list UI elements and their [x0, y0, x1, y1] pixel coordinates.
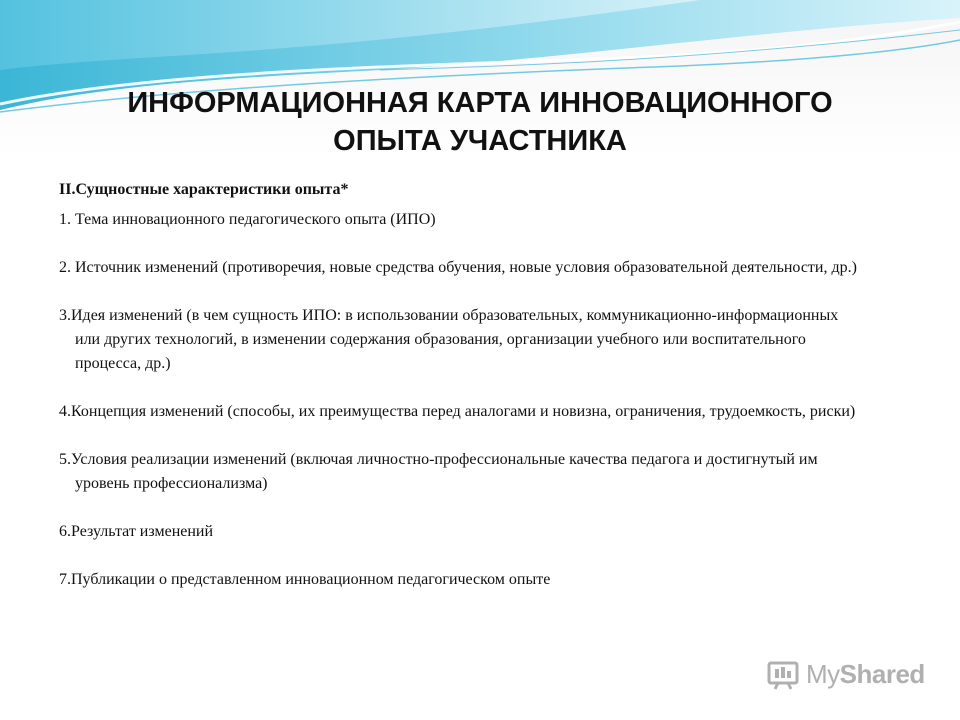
slide-content: [59, 178, 859, 592]
watermark-text: [806, 659, 925, 690]
title-line-1: ИНФОРМАЦИОННАЯ КАРТА ИННОВАЦИОННОГО: [127, 87, 833, 119]
list-item-2: 2. Источник изменений (противоречия, новые средства обучения, новые условия образовательной деятельности, др.): [59, 259, 857, 276]
list-item-5: 5.Условия реализации изменений (включая личностно-профессиональные качества педагога и достигнутый им уровень профессионализма): [59, 451, 818, 492]
list-item-4: 4.Концепция изменений (способы, их преимущества перед аналогами и новизна, ограничения, трудоемкость, риски): [59, 403, 856, 420]
presentation-board-icon: [766, 657, 800, 691]
list-item-3: 3.Идея изменений (в чем сущность ИПО: в использовании образовательных, коммуникационно-информационных или других технологий, в изменении содержания образования, организации учебного или воспитательного процесса, др.): [59, 307, 839, 372]
watermark-part-2: Shared: [839, 658, 925, 689]
section-heading: II.Сущностные характеристики опыта*: [59, 181, 349, 198]
watermark-part-1: My: [806, 658, 840, 689]
mysharedwatermark: [766, 654, 946, 694]
slide-title: [60, 84, 900, 160]
list-item-1: 1. Тема инновационного педагогического опыта (ИПО): [59, 211, 436, 228]
title-line-2: ОПЫТА УЧАСТНИКА: [333, 125, 627, 157]
list-item-7: 7.Публикации о представленном инновационном педагогическом опыте: [59, 571, 551, 588]
list-item-6: 6.Результат изменений: [59, 523, 214, 540]
